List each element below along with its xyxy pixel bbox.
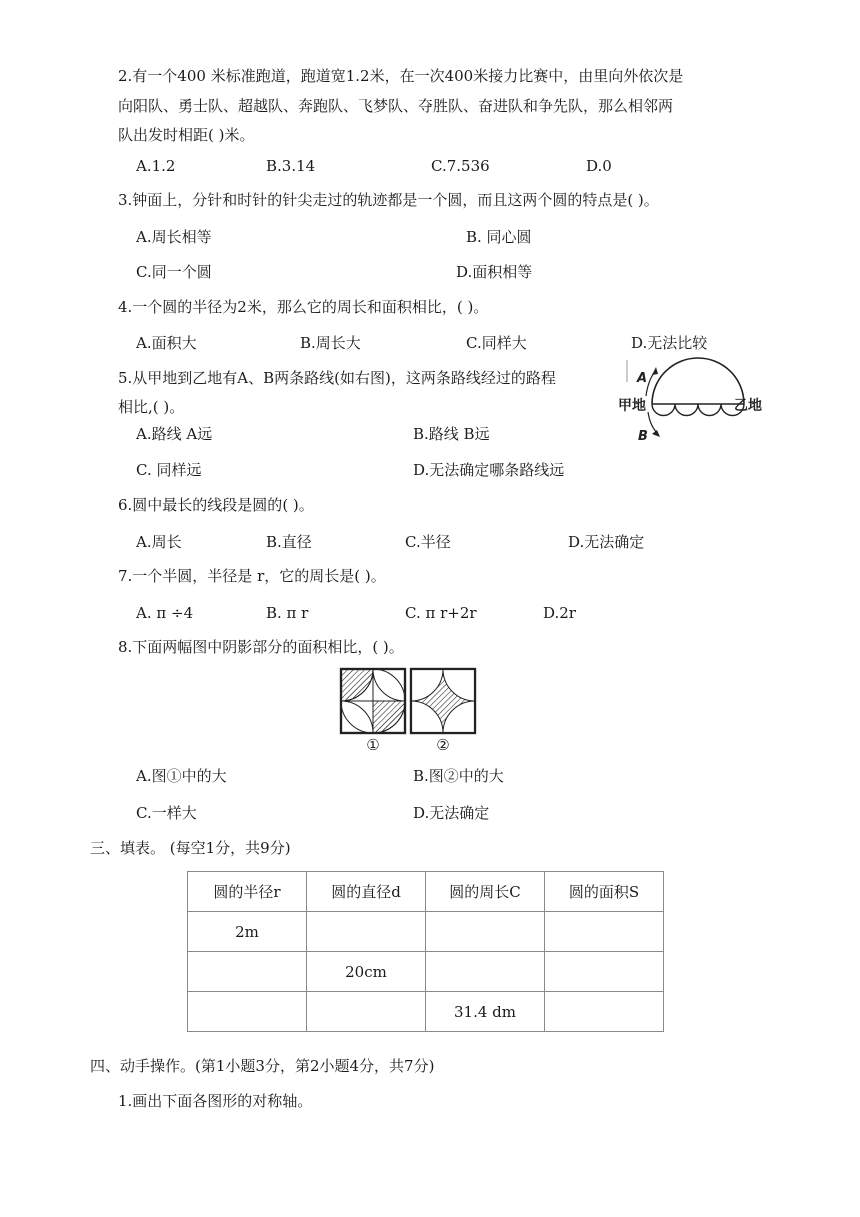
q4-option-b[interactable]: B.周长大 — [300, 334, 361, 352]
table-row — [188, 912, 664, 952]
table-cell-blank[interactable] — [545, 992, 664, 1032]
table-cell-blank[interactable] — [426, 912, 545, 952]
q2-line2: 向阳队、勇士队、超越队、奔跑队、飞梦队、夺胜队、奋进队和争先队，那么相邻两 — [118, 97, 674, 115]
table-header-row — [188, 872, 664, 912]
q2-option-d[interactable]: D.0 — [586, 157, 612, 175]
q7-option-a[interactable]: A. π ÷4 — [136, 604, 194, 622]
section3-title: 三、填表。 (每空1分，共9分) — [90, 839, 291, 857]
end-label: 乙地 — [734, 398, 762, 414]
table-row — [188, 992, 664, 1032]
route-figure — [618, 356, 770, 446]
q2-option-a[interactable]: A.1.2 — [136, 157, 176, 175]
circle-table — [187, 871, 664, 1032]
table-cell-blank[interactable] — [188, 992, 307, 1032]
figure-2-label: ② — [436, 736, 450, 754]
q4-stem: 4.一个圆的半径为2米，那么它的周长和面积相比，( )。 — [118, 298, 489, 316]
q5-option-a[interactable]: A.路线 A远 — [136, 425, 213, 443]
q7-option-d[interactable]: D.2r — [543, 604, 576, 622]
q8-option-d[interactable]: D.无法确定 — [413, 804, 490, 822]
q6-option-c[interactable]: C.半径 — [405, 533, 451, 551]
q2-line1: 2.有一个400 米标准跑道，跑道宽1.2米，在一次400米接力比赛中，由里向外依次是 — [118, 67, 684, 85]
q8-option-b[interactable]: B.图②中的大 — [413, 767, 504, 785]
start-label: 甲地 — [618, 398, 646, 414]
figure-2 — [411, 669, 475, 733]
q2-option-b[interactable]: B.3.14 — [266, 157, 316, 175]
q6-option-b[interactable]: B.直径 — [266, 533, 312, 551]
q3-option-d[interactable]: D.面积相等 — [456, 263, 533, 281]
q5-option-b[interactable]: B.路线 B远 — [413, 425, 490, 443]
q3-stem: 3.钟面上，分针和时针的针尖走过的轨迹都是一个圆，而且这两个圆的特点是( )。 — [118, 191, 659, 209]
table-cell-blank[interactable] — [188, 952, 307, 992]
table-cell: 2m — [188, 912, 307, 952]
q2-line3: 队出发时相距( )米。 — [118, 126, 255, 144]
header-area: 圆的面积S — [545, 872, 664, 912]
q8-stem: 8.下面两幅图中阴影部分的面积相比，( )。 — [118, 638, 404, 656]
route-b-arrowhead — [652, 430, 660, 437]
shaded-figures — [336, 664, 480, 754]
route-a-arc — [652, 358, 744, 404]
section4-item1: 1.画出下面各图形的对称轴。 — [118, 1092, 313, 1110]
q5-option-d[interactable]: D.无法确定哪条路线远 — [413, 461, 565, 479]
route-b-small-arcs — [652, 404, 744, 416]
q3-option-c[interactable]: C.同一个圆 — [136, 263, 212, 281]
header-circumference: 圆的周长C — [426, 872, 545, 912]
table-cell-blank[interactable] — [426, 952, 545, 992]
q3-option-b[interactable]: B. 同心圆 — [466, 228, 532, 246]
table-cell-blank[interactable] — [307, 992, 426, 1032]
q6-stem: 6.圆中最长的线段是圆的( )。 — [118, 496, 314, 514]
route-a-label: A — [637, 371, 648, 386]
q5-option-c[interactable]: C. 同样远 — [136, 461, 202, 479]
q5-line2: 相比,( )。 — [118, 398, 185, 416]
q6-option-a[interactable]: A.周长 — [136, 533, 182, 551]
q7-option-c[interactable]: C. π r+2r — [405, 604, 477, 622]
q5-line1: 5.从甲地到乙地有A、B两条路线(如右图)，这两条路线经过的路程 — [118, 369, 556, 387]
route-a-arrowhead — [652, 367, 658, 375]
table-row — [188, 952, 664, 992]
header-radius: 圆的半径r — [188, 872, 307, 912]
table-cell: 31.4 dm — [426, 992, 545, 1032]
q4-option-c[interactable]: C.同样大 — [466, 334, 527, 352]
q7-stem: 7.一个半圆，半径是 r，它的周长是( )。 — [118, 567, 386, 585]
figure-1-label: ① — [366, 736, 380, 754]
q4-option-d[interactable]: D.无法比较 — [631, 334, 708, 352]
q6-option-d[interactable]: D.无法确定 — [568, 533, 645, 551]
table-cell-blank[interactable] — [545, 912, 664, 952]
header-diameter: 圆的直径d — [307, 872, 426, 912]
q3-option-a[interactable]: A.周长相等 — [136, 228, 212, 246]
table-cell: 20cm — [307, 952, 426, 992]
table-cell-blank[interactable] — [545, 952, 664, 992]
q4-option-a[interactable]: A.面积大 — [136, 334, 197, 352]
route-b-label: B — [638, 429, 648, 444]
q2-option-c[interactable]: C.7.536 — [431, 157, 490, 175]
section4-title: 四、动手操作。(第1小题3分，第2小题4分，共7分) — [90, 1057, 435, 1075]
figure-1 — [341, 669, 405, 733]
q8-option-a[interactable]: A.图①中的大 — [136, 767, 227, 785]
q7-option-b[interactable]: B. π r — [266, 604, 309, 622]
q8-option-c[interactable]: C.一样大 — [136, 804, 197, 822]
table-cell-blank[interactable] — [307, 912, 426, 952]
